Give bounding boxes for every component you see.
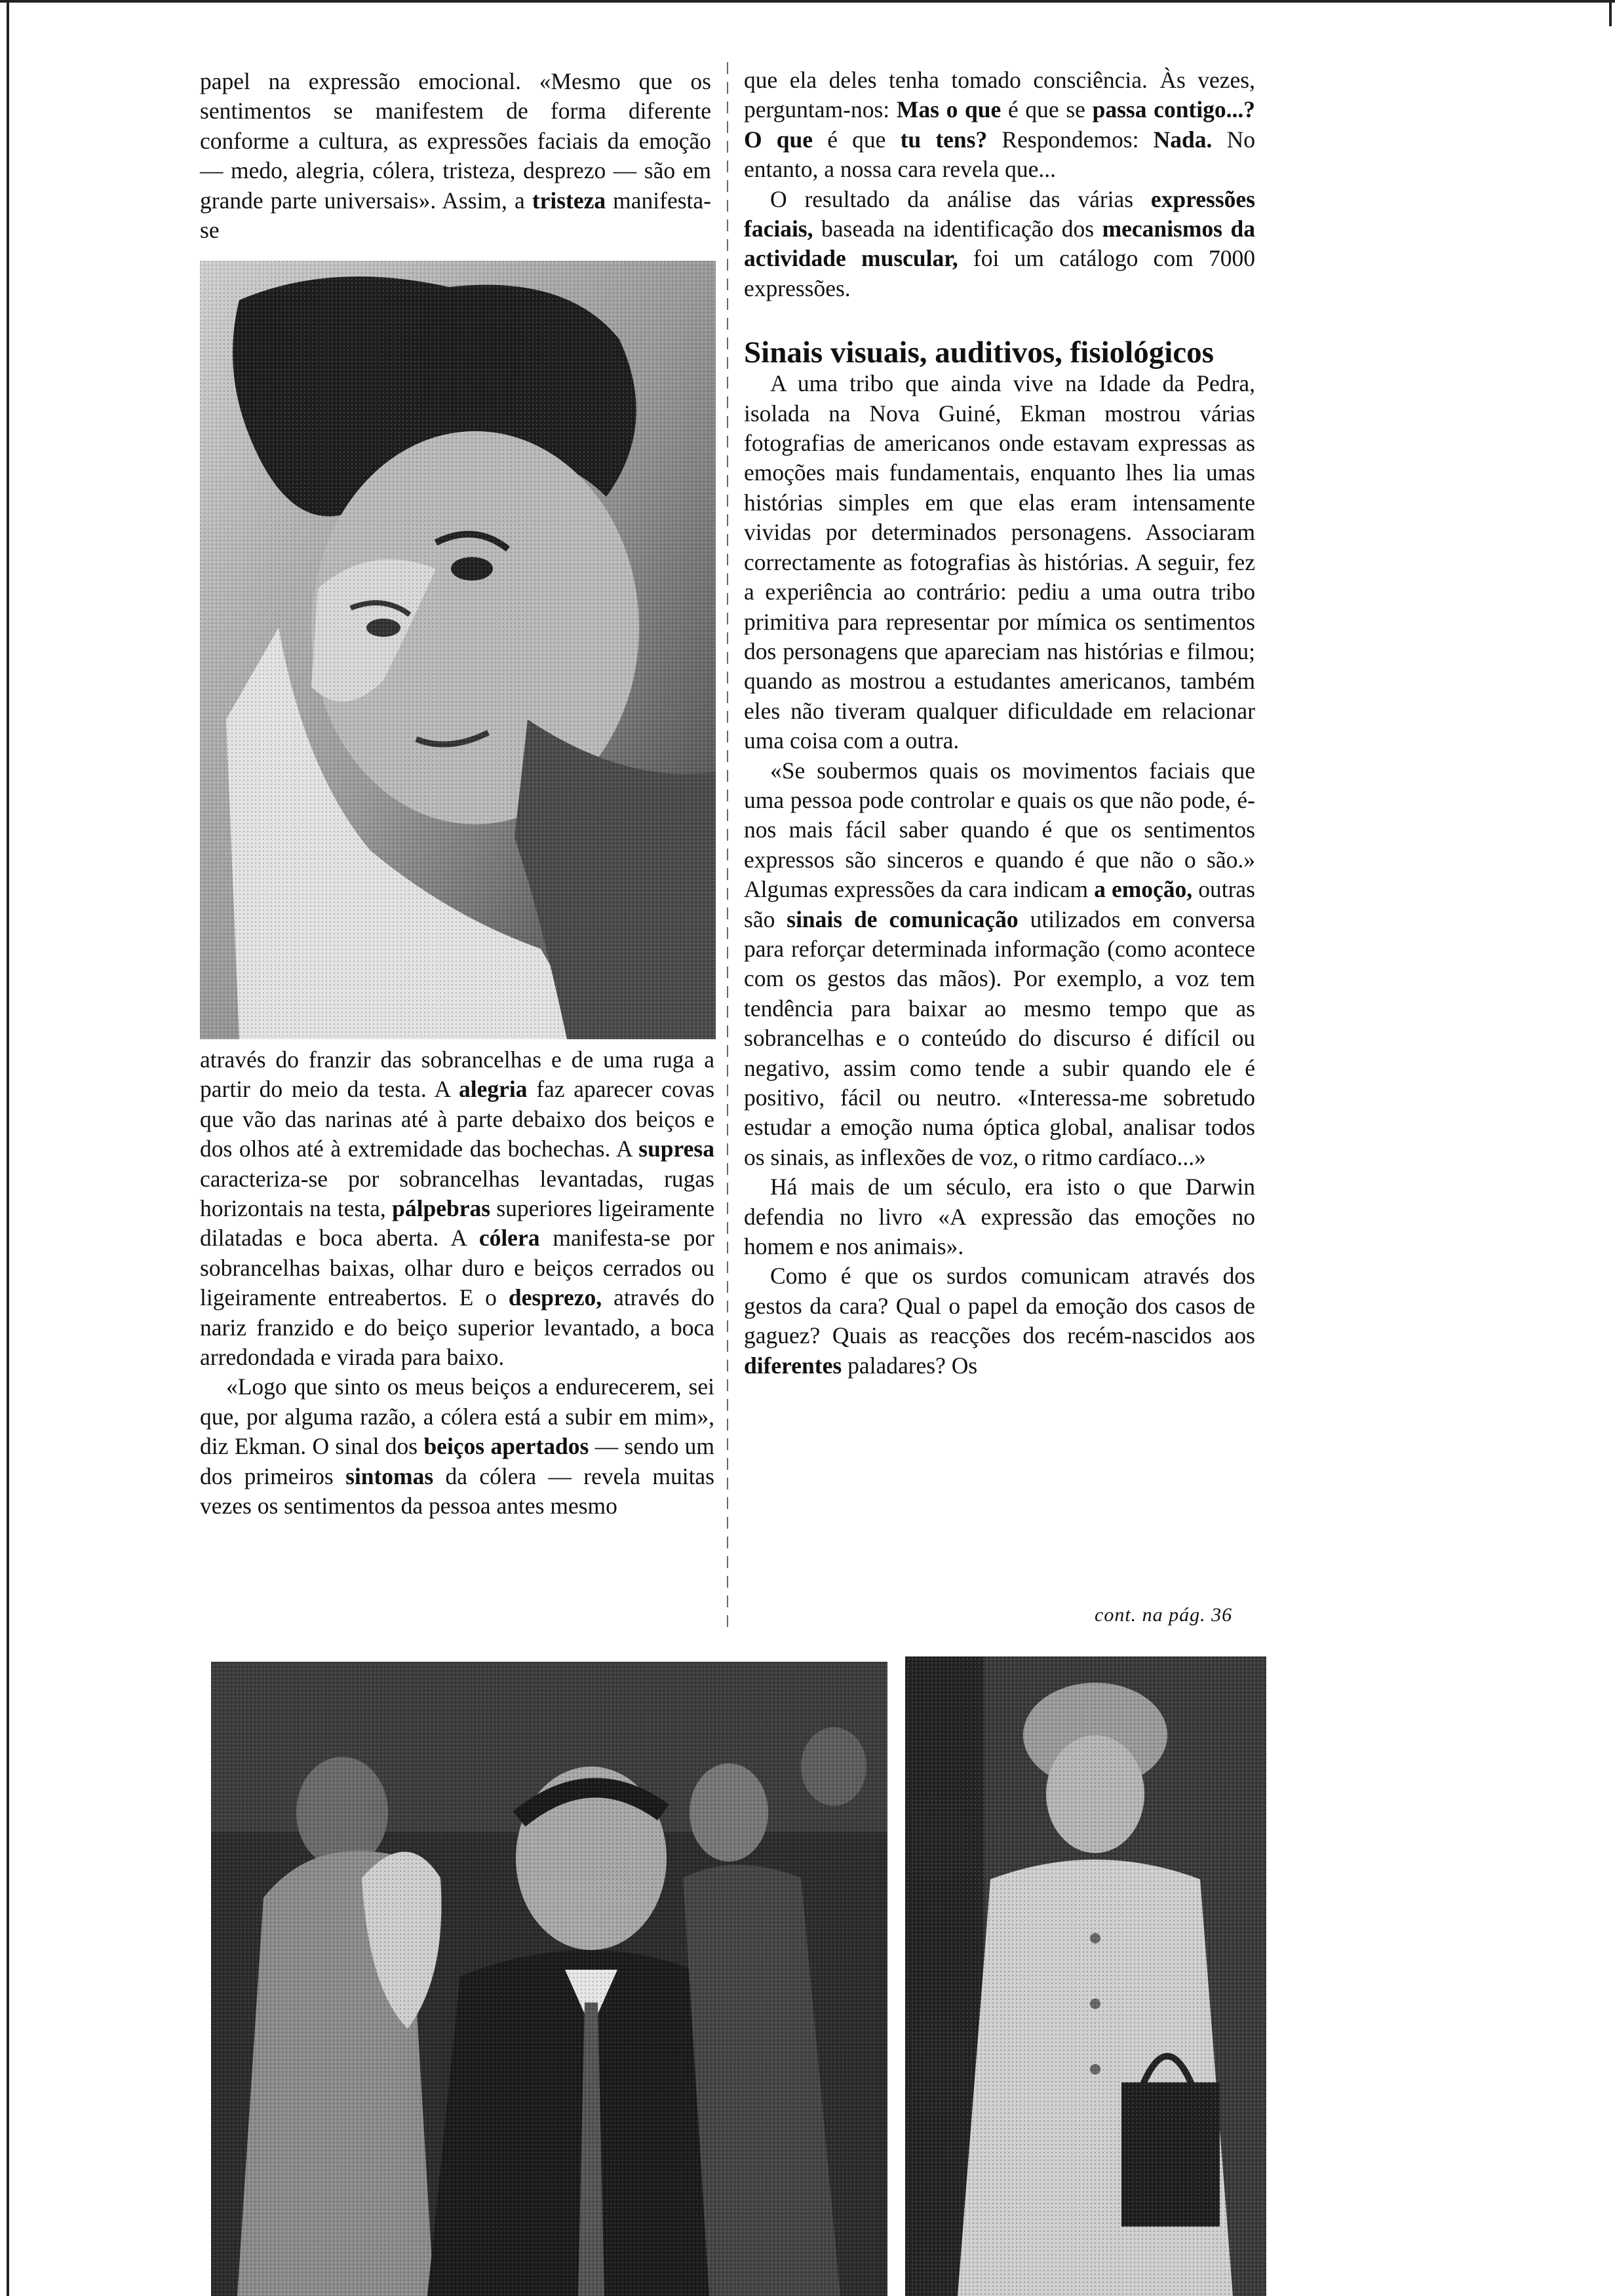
paragraph [744, 185, 1255, 304]
text-run: através do franzir das sobrancelhas e de uma ruga a partir do meio da testa. A [200, 1046, 714, 1103]
bold-term: expressões faciais, [744, 185, 1255, 242]
bold-term: mecanismos da actividade muscular, [744, 216, 1255, 272]
bold-term: Nada. [1153, 126, 1213, 153]
column-2 [744, 66, 1255, 1381]
text-run: outras são [744, 876, 1255, 932]
paragraph [200, 1045, 714, 1372]
paragraph [200, 1372, 714, 1521]
bold-term: cólera [478, 1225, 540, 1252]
text-run: baseada na identificação dos [813, 216, 1102, 242]
text-run: caracteriza-se por sobrancelhas levantadas, rugas horizontais na testa, [200, 1165, 714, 1222]
column-1-top [200, 67, 711, 245]
paragraph [200, 67, 711, 245]
text-run: — sendo um dos primeiros [200, 1433, 715, 1489]
text-run: faz aparecer covas que vão das narinas até à parte debaixo dos beiços e dos olhos até à extremidade das bochechas. A [200, 1076, 715, 1162]
bold-term: passa contigo...? O que [744, 96, 1255, 153]
continued-note: cont. na pág. 36 [1095, 1604, 1233, 1626]
text-run: é que [813, 126, 901, 153]
page-border-left [7, 0, 9, 2296]
page-border-right [1609, 0, 1612, 26]
paragraph: Há mais de um século, era isto o que Darwin defendia no livro «A expressão das emoções no homem e nos animais». [744, 1174, 1255, 1260]
text-run: manifesta-se [200, 187, 711, 244]
text-run: No entanto, a nossa cara revela que... [744, 126, 1256, 183]
text-run: Como é que os surdos comunicam através dos gestos da cara? Qual o papel da emoção dos casos de gaguez? Quais as reacções dos recém-nascidos aos [744, 1263, 1255, 1349]
paragraph: A uma tribo que ainda vive na Idade da Pedra, isolada na Nova Guiné, Ekman mostrou várias fotografias de americanos onde estavam expressas as emoções mais fundamentais, enquanto lhes lia umas histórias simples em que elas eram intensamente vividas por determinados personagens. Associaram correctamente as fotografias às histórias. A seguir, fez a experiência ao contrário: pediu a uma outra tribo primitiva para representar por mímica os sentimentos dos personagens que apareciam nas histórias e filmou; quando as mostrou a estudantes americanos, também eles não tiveram qualquer dificuldade em relacionar uma coisa com a outra. [744, 370, 1255, 754]
text-run: superiores ligeiramente dilatadas e boca aberta. A [200, 1195, 714, 1252]
bold-term: pálpebras [392, 1195, 491, 1222]
bold-term: tristeza [532, 187, 606, 214]
bold-term: a emoção, [1094, 876, 1193, 903]
bold-term: beiços apertados [423, 1433, 589, 1460]
text-run: «Se soubermos quais os movimentos faciais que uma pessoa pode controlar e quais os que não pode, é-nos mais fácil saber quando é que os sentimentos expressos são sinceros e quando é que não o são.» Algumas expressões da cara indicam [744, 757, 1255, 903]
bold-term: sinais de comunicação [787, 906, 1019, 932]
page-border-top [0, 0, 1615, 3]
bold-term: Mas o que [896, 96, 1002, 123]
column-1-bottom [200, 1045, 714, 1521]
text-run: que ela deles tenha tomado consciência. Às vezes, perguntam-nos: [744, 67, 1255, 123]
paragraph [744, 1261, 1255, 1381]
text-run: Respondemos: [987, 126, 1154, 153]
text-run: manifesta-se por sobrancelhas baixas, olhar duro e beiços cerrados ou ligeiramente entreabertos. E o [200, 1225, 714, 1311]
text-run: através do nariz franzido e do beiço superior levantado, a boca arredondada e virada para baixo. [200, 1284, 714, 1371]
bold-term: sintomas [345, 1463, 434, 1489]
bold-term: alegria [458, 1076, 528, 1103]
text-run: paladares? Os [842, 1352, 978, 1379]
text-run: O resultado da análise das várias [770, 185, 1151, 212]
photo-group-of-men [211, 1662, 887, 2296]
text-run: da cólera — revela muitas vezes os sentimentos da pessoa antes mesmo [200, 1463, 714, 1520]
photo-woman-in-hat [905, 1656, 1266, 2296]
bold-term: diferentes [744, 1352, 842, 1379]
photo-sad-woman [200, 261, 716, 1039]
text-run: utilizados em conversa para reforçar determinada informação (como acontece com os gestos das mãos). Por exemplo, a voz tem tendência para baixar ao mesmo tempo que as sobrancelhas e o conteúdo do discurso é difícil ou negativo, assim como tende a subir quando ele é positivo, fácil ou neutro. «Interessa-me sobretudo estudar a emoção numa óptica global, analisar todos os sinais, as inflexões de voz, o ritmo cardíaco...» [744, 906, 1255, 1170]
bold-term: supresa [638, 1136, 714, 1162]
text-run: é que se [1001, 96, 1093, 123]
bold-term: desprezo, [508, 1284, 602, 1311]
text-run: foi um catálogo com 7000 expressões. [744, 245, 1255, 301]
text-run: «Logo que sinto os meus beiços a endurecerem, sei que, por alguma razão, a cólera está a subir em mim», diz Ekman. O sinal dos [200, 1373, 714, 1460]
bold-term: tu tens? [900, 126, 988, 153]
text-run: papel na expressão emocional. «Mesmo que os sentimentos se manifestem de forma diferente conforme a cultura, as expressões faciais da emoção — medo, alegria, cólera, tristeza, desprezo — são em grande parte universais». Assim, a [200, 68, 711, 214]
column-divider [727, 62, 728, 1635]
paragraph [744, 66, 1255, 185]
paragraph [744, 756, 1255, 1173]
section-heading: Sinais visuais, auditivos, fisiológicos [744, 335, 1214, 370]
